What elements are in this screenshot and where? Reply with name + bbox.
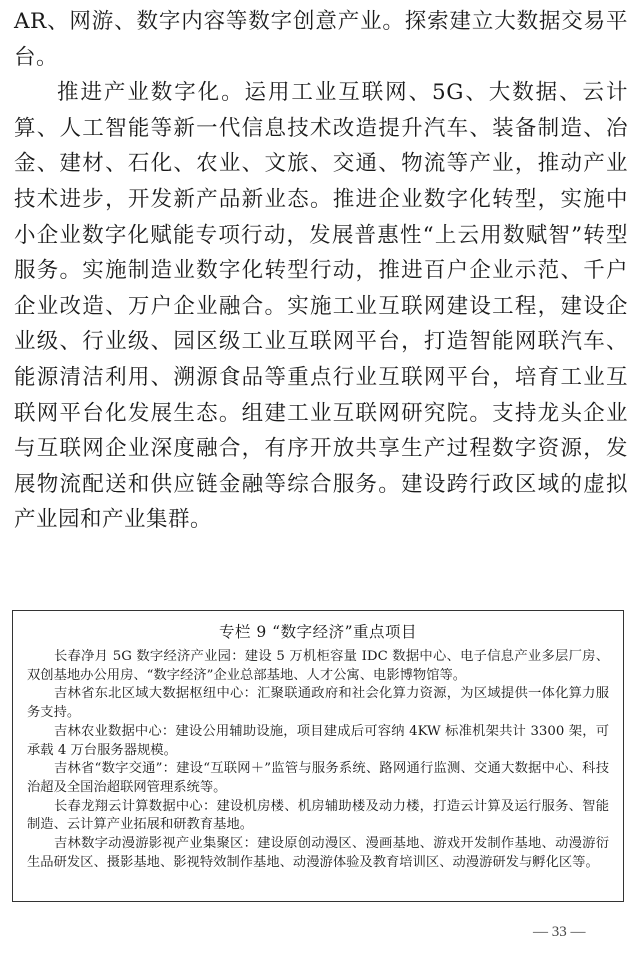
- box-item-longxiang-cloud: 长春龙翔云计算数据中心：建设机房楼、机房辅助楼及动力楼，打造云计算及运行服务、智能制造、云计算产业拓展和研教育基地。: [27, 798, 609, 833]
- paragraph-industry-digitalization: 推进产业数字化。运用工业互联网、5G、大数据、云计算、人工智能等新一代信息技术改造提升汽车、装备制造、冶金、建材、石化、农业、文旅、交通、物流等产业，推动产业技术进步，开发新产品新业态。推进企业数字化转型，实施中小企业数字化赋能专项行动，发展普惠性“上云用数赋智”转型服务。实施制造业数字化转型行动，推进百户企业示范、千户企业改造、万户企业融合。实施工业互联网建设工程，建设企业级、行业级、园区级工业互联网平台，打造智能网联汽车、能源清洁利用、溯源食品等重点行业互联网平台，培育工业互联网平台化发展生态。组建工业互联网研究院。支持龙头企业与互联网企业深度融合，有序开放共享生产过程数字资源，发展物流配送和供应链金融等综合服务。建设跨行政区域的虚拟产业园和产业集群。: [14, 80, 628, 533]
- box-item-animation-cluster: 吉林数字动漫游影视产业集聚区：建设原创动漫区、漫画基地、游戏开发制作基地、动漫游衍生品研发区、摄影基地、影视特效制作基地、动漫游体验及教育培训区、动漫游研发与孵化区等。: [27, 836, 609, 870]
- body-text: [14, 4, 628, 538]
- box-item-changchun-5g: 长春净月 5G 数字经济产业园：建设 5 万机柜容量 IDC 数据中心、电子信息产业多层厂房、双创基地办公用房、“数字经济”企业总部基地、人才公寓、电影博物馆等。: [27, 649, 609, 683]
- box-item-agri-datacenter: 吉林农业数据中心：建设公用辅助设施，项目建成后可容纳 4KW 标准机架共计 3300 架，可承载 4 万台服务器规模。: [27, 723, 609, 758]
- page-number: — 33 —: [533, 924, 586, 940]
- paragraph-continued: AR、网游、数字内容等数字创意产业。探索建立大数据交易平台。: [14, 9, 628, 70]
- box-title: 专栏 9 “数字经济”重点项目: [218, 623, 418, 641]
- box-item-digital-transport: 吉林省“数字交通”：建设“互联网＋”监管与服务系统、路网通行监测、交通大数据中心、科技治超及全国治超联网管理系统等。: [27, 761, 609, 795]
- box-item-bigdata-hub: 吉林省东北区域大数据枢纽中心：汇聚联通政府和社会化算力资源，为区域提供一体化算力服务支持。: [27, 686, 609, 721]
- special-column-box: [12, 610, 624, 902]
